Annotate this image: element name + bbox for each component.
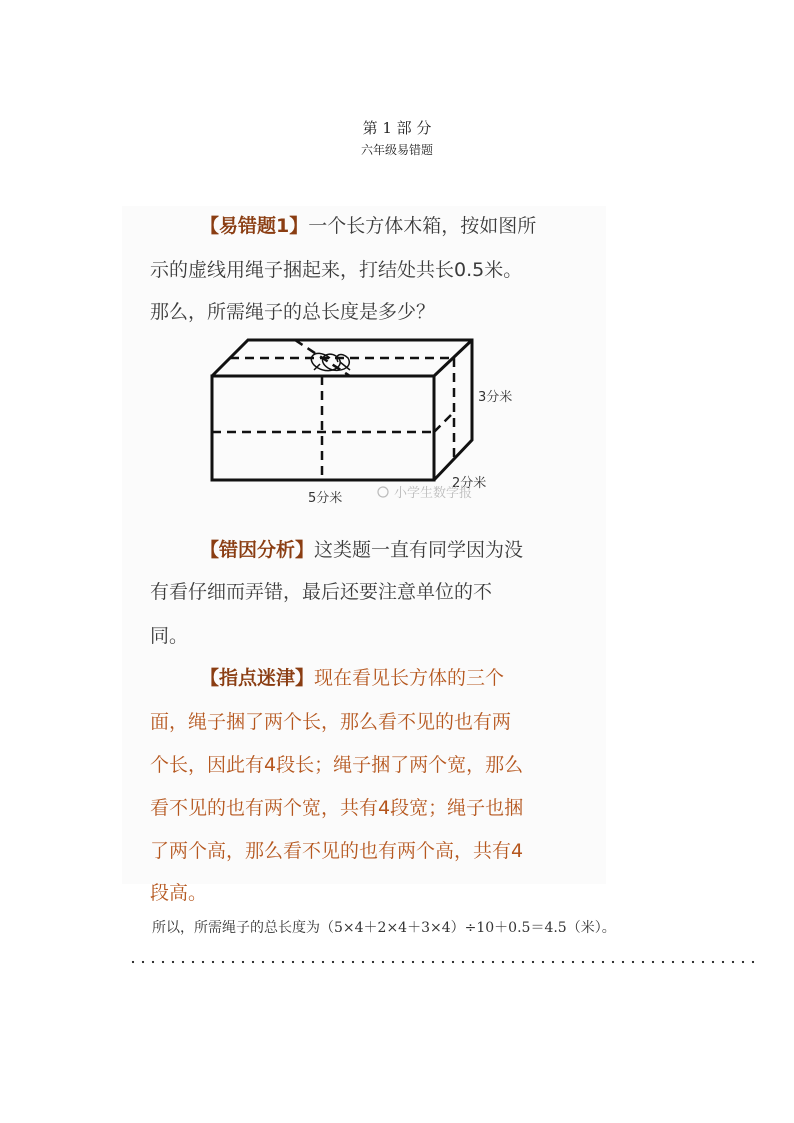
box-figure bbox=[180, 336, 540, 511]
analysis-line-1 bbox=[200, 538, 523, 562]
problem-tag: 【易错题1】 bbox=[200, 215, 309, 237]
watermark-text: 小学生数学报 bbox=[394, 486, 473, 501]
rope-dashed-lines bbox=[212, 340, 454, 480]
analysis-line-3: 同。 bbox=[150, 625, 189, 647]
part-subtitle: 六年级易错题 bbox=[360, 143, 433, 157]
problem-line-3: 那么，所需绳子的总长度是多少？ bbox=[150, 301, 436, 323]
problem-line-1 bbox=[200, 214, 536, 238]
guide-line-3: 个长，因此有4段长；绳子捆了两个宽，那么 bbox=[150, 754, 524, 776]
guide-line-1 bbox=[200, 666, 504, 690]
analysis-line-2: 有看仔细而弄错，最后还要注意单位的不 bbox=[150, 581, 493, 603]
guide-line-6: 段高。 bbox=[150, 882, 208, 904]
watermark bbox=[378, 485, 472, 501]
cuboid-outline bbox=[212, 340, 472, 480]
analysis-text-1: 这类题一直有同学因为没 bbox=[314, 539, 524, 561]
guide-text-1: 现在看见长方体的三个 bbox=[314, 667, 505, 689]
guide-line-4: 看不见的也有两个宽，共有4段宽；绳子也捆 bbox=[150, 797, 524, 819]
watermark-icon bbox=[378, 487, 388, 497]
guide-line-5: 了两个高，那么看不见的也有两个高，共有4 bbox=[150, 840, 524, 862]
length-label: 5分米 bbox=[308, 491, 343, 506]
guide-tag: 【指点迷津】 bbox=[200, 667, 315, 689]
guide-line-2: 面，绳子捆了两个长，那么看不见的也有两 bbox=[150, 711, 512, 733]
dotted-divider bbox=[128, 960, 758, 964]
problem-line-2: 示的虚线用绳子捆起来，打结处共长0.5米。 bbox=[150, 259, 523, 281]
part-title: 第 1 部 分 bbox=[362, 119, 432, 137]
final-answer: 所以，所需绳子的总长度为（5×4＋2×4＋3×4）÷10＋0.5＝4.5（米）。 bbox=[152, 920, 616, 936]
height-label: 3分米 bbox=[478, 390, 513, 405]
problem-text-1: 一个长方体木箱，按如图所 bbox=[308, 215, 537, 237]
analysis-tag: 【错因分析】 bbox=[200, 539, 315, 561]
rope-knot bbox=[311, 353, 350, 370]
width-label: 2分米 bbox=[452, 476, 487, 491]
